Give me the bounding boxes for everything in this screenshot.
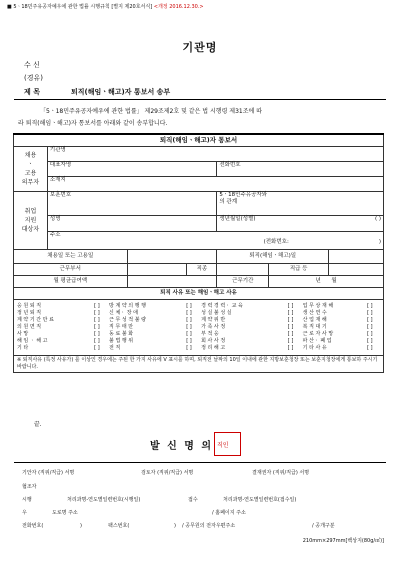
reason-item: 불 법 행 위 [109, 337, 134, 344]
wage-label: 월 평균급여액 [14, 275, 128, 287]
road-address-label: 도로명 주소 [52, 510, 78, 516]
drafter-label: 기안자 (직위/직급) 서명 [22, 470, 75, 476]
reason-item: 사 망 [17, 330, 29, 337]
reason-item: 부 적 응 [201, 330, 219, 337]
reason-item: 방 계 약 의 행 행 [109, 302, 146, 309]
period-unit-month: 월 [331, 277, 337, 284]
employer-representative: 대표자명 [47, 161, 216, 176]
reason-checkbox[interactable]: [ ] [94, 302, 100, 309]
reason-item: 복 직 대 기 [302, 323, 327, 330]
reason-item: 동 료 불 화 [109, 330, 134, 337]
end-mark: 끝. [34, 421, 42, 428]
reason-item: 응 원 퇴 직 [17, 302, 42, 309]
employee-phone-label: (전화번호: [263, 238, 289, 245]
position-label: 직종 [187, 263, 217, 275]
reason-item: 회 사 사 정 [201, 337, 226, 344]
employer-address: 소재지 [47, 176, 383, 191]
employee-header: 취업 지원 대상자 [14, 191, 48, 249]
notification-form [13, 133, 384, 373]
reason-checkbox[interactable]: [ ] [367, 337, 373, 344]
recipient-label: 수 신 [24, 61, 40, 69]
hire-date-value [127, 249, 217, 263]
body-text-line-1: 「5ㆍ18민주유공자예우에 관한 법률」 제29조제2호 및 같은 법 시행령 제31조에 따 [40, 108, 262, 115]
position-value [217, 263, 269, 275]
leave-date-value [329, 249, 384, 263]
reasons-row [16, 317, 381, 324]
cooperator-label: 협조자 [22, 484, 37, 490]
reasons-row [16, 345, 381, 352]
reason-checkbox[interactable]: [ ] [367, 302, 373, 309]
reason-checkbox[interactable]: [ ] [186, 344, 192, 351]
phone-close: ) [80, 523, 82, 529]
reason-checkbox[interactable]: [ ] [94, 330, 100, 337]
reason-item: 산 업 재 해 [302, 316, 327, 323]
form-note: ※ 퇴직사유 (특정 사유가) 를 이상인 경우에는 주된 한 가지 사유에 V 표시를 하며, 퇴직전 날짜의 10일 이내에 관한 지방보훈청장 또는 보훈지청장에게 통보하 주시기 바랍니다. [14, 355, 384, 372]
employee-phone-close: ) [378, 238, 381, 245]
reason-item: 정 리 해 고 [201, 344, 226, 351]
reason-checkbox[interactable]: [ ] [186, 309, 192, 316]
form-title: 퇴직(해임ㆍ해고)자 통보서 [14, 134, 384, 146]
reasons-grid-cell [14, 299, 384, 355]
phone-label: 전화번호( [22, 523, 44, 529]
reason-item: 계 약 위 반 [201, 316, 226, 323]
reasons-grid [16, 303, 381, 352]
reason-item: 해 임 ㆍ 해 고 [17, 337, 48, 344]
via-label: (경유) [24, 74, 43, 82]
subject-label: 제 목 [24, 88, 40, 96]
reason-checkbox[interactable]: [ ] [186, 337, 192, 344]
reason-checkbox[interactable]: [ ] [367, 316, 373, 323]
subject-value: 퇴직(해임ㆍ해고)자 통보서 송부 [71, 88, 171, 96]
reason-item: 성 실 불 성 실 [201, 309, 232, 316]
reason-item: 업 무 상 재 해 [302, 302, 334, 309]
employer-phone: 전화번호 [217, 161, 384, 176]
form-reference-text: ■ 5ㆍ18민주유공자예우에 관한 법률 시행규칙 [별지 제20호서식] [7, 4, 153, 10]
reason-checkbox[interactable]: [ ] [367, 323, 373, 330]
reason-checkbox[interactable]: [ ] [367, 309, 373, 316]
reason-item: 경 력 경 력ㆍ 교 육 [201, 302, 243, 309]
reason-checkbox[interactable]: [ ] [287, 323, 294, 330]
body-text-line-2: 라 퇴직(해임ㆍ해고)자 통보서를 아래와 같이 송부합니다. [18, 120, 168, 127]
period-value [269, 275, 384, 287]
grade-value [329, 263, 384, 275]
reason-checkbox[interactable]: [ ] [287, 337, 294, 344]
footer-divider [14, 462, 386, 463]
homepage-label: / 홈페이지 주소 [212, 510, 246, 516]
reason-checkbox[interactable]: [ ] [186, 302, 192, 309]
employee-gender: ( ) [374, 215, 381, 222]
employee-address [47, 231, 383, 249]
reason-checkbox[interactable]: [ ] [367, 330, 373, 337]
employee-relation-label: 5ㆍ18민주유공자와의 관계 [219, 191, 268, 205]
reason-item: 의 원 면 직 [17, 323, 42, 330]
reason-checkbox[interactable]: [ ] [94, 316, 100, 323]
reason-checkbox[interactable]: [ ] [94, 344, 100, 351]
reason-checkbox[interactable]: [ ] [186, 323, 192, 330]
paper-spec: 210mm×297mm[백상지(80g/㎡)] [302, 538, 384, 544]
receipt-number: 처리과명-연도별일련번호(접수일) [223, 497, 297, 503]
reason-item: 생 산 연 수 [302, 309, 327, 316]
reason-item: 파 산ㆍ 폐 업 [302, 337, 332, 344]
footer-approvers [22, 470, 382, 477]
reason-item: 전 직 [109, 344, 121, 351]
reason-item: 기 타 [17, 344, 29, 351]
reason-checkbox[interactable]: [ ] [287, 330, 294, 337]
reason-checkbox[interactable]: [ ] [287, 344, 294, 351]
fax-close: ) [174, 523, 176, 529]
reasons-row [16, 331, 381, 338]
period-label: 근무기간 [217, 275, 269, 287]
grade-label: 직급 등 [269, 263, 329, 275]
reason-item: 근 무 성 적 불 량 [109, 316, 146, 323]
footer-contact [22, 523, 382, 530]
enforce-number: 처리과명-연도별일련번호(시행일) [67, 497, 141, 503]
approver-label: 결재권자 (직위/직급) 서명 [252, 470, 310, 476]
reason-checkbox[interactable]: [ ] [287, 302, 294, 309]
employer-org-name: 기관명 [47, 146, 383, 161]
reason-item: 신 체ㆍ 장 애 [109, 309, 138, 316]
footer-enforcement [22, 497, 382, 504]
reason-checkbox[interactable]: [ ] [287, 316, 294, 323]
reasons-row [16, 324, 381, 331]
reason-item: 직 무 태 만 [109, 323, 134, 330]
employee-birth-label: 생년월일(성별) [219, 215, 256, 222]
reason-item: 근 로 자 사 망 [302, 330, 334, 337]
org-title: 기관명 [182, 41, 218, 54]
form-reference-note [7, 4, 397, 11]
public-class-label: / 공개구분 [312, 523, 335, 529]
employer-header: 채용 ㆍ 고용 의무자 [14, 146, 48, 191]
period-unit-year: 년 [315, 277, 321, 284]
dept-value [127, 263, 187, 275]
leave-date-label: 퇴직(해임ㆍ해고)일 [217, 249, 329, 263]
body-text [18, 106, 388, 130]
hire-date-label: 채용일 또는 고용일 [14, 249, 128, 263]
subject-divider [14, 99, 386, 100]
dept-label: 근무부서 [14, 263, 128, 275]
reason-checkbox[interactable]: [ ] [94, 337, 100, 344]
reason-checkbox[interactable]: [ ] [186, 330, 192, 337]
reason-checkbox[interactable]: [ ] [287, 309, 294, 316]
reasons-row [16, 338, 381, 345]
reason-checkbox[interactable]: [ ] [367, 344, 373, 351]
reason-checkbox[interactable]: [ ] [94, 323, 100, 330]
employee-name: 성명 [47, 215, 216, 231]
email-label: / 공무원의 전자우편주소 [182, 523, 236, 529]
reason-checkbox[interactable]: [ ] [186, 316, 192, 323]
receipt-label: 접수 [188, 497, 198, 503]
reasons-row [16, 310, 381, 317]
reason-item: 기 타 사 유 [302, 344, 327, 351]
reasons-row [16, 303, 381, 310]
employee-relation [217, 191, 384, 215]
enforce-label: 시행 [22, 497, 32, 503]
reasons-title: 퇴직 사유 또는 해임ㆍ해고 사유 [14, 287, 384, 299]
reviewer-label: 검토자 (직위/직급) 서명 [141, 470, 194, 476]
employee-file-no: 보훈번호 [47, 191, 216, 215]
footer-address [22, 510, 382, 517]
employee-birth [217, 215, 384, 231]
revision-date: <개정 2016.12.30.> [153, 4, 204, 10]
seal-label: 직인 [217, 442, 229, 449]
zip-label: 우 [22, 510, 27, 516]
reason-item: 정 년 퇴 직 [17, 309, 42, 316]
reason-item: 가 족 사 정 [201, 323, 226, 330]
wage-value [127, 275, 217, 287]
reason-item: 계 약 기 간 만 료 [17, 316, 54, 323]
employee-address-label: 주소 [49, 231, 61, 238]
sender-name: 발 신 명 의 [150, 441, 214, 452]
reason-checkbox[interactable]: [ ] [94, 309, 100, 316]
fax-label: 팩스번호( [108, 523, 130, 529]
